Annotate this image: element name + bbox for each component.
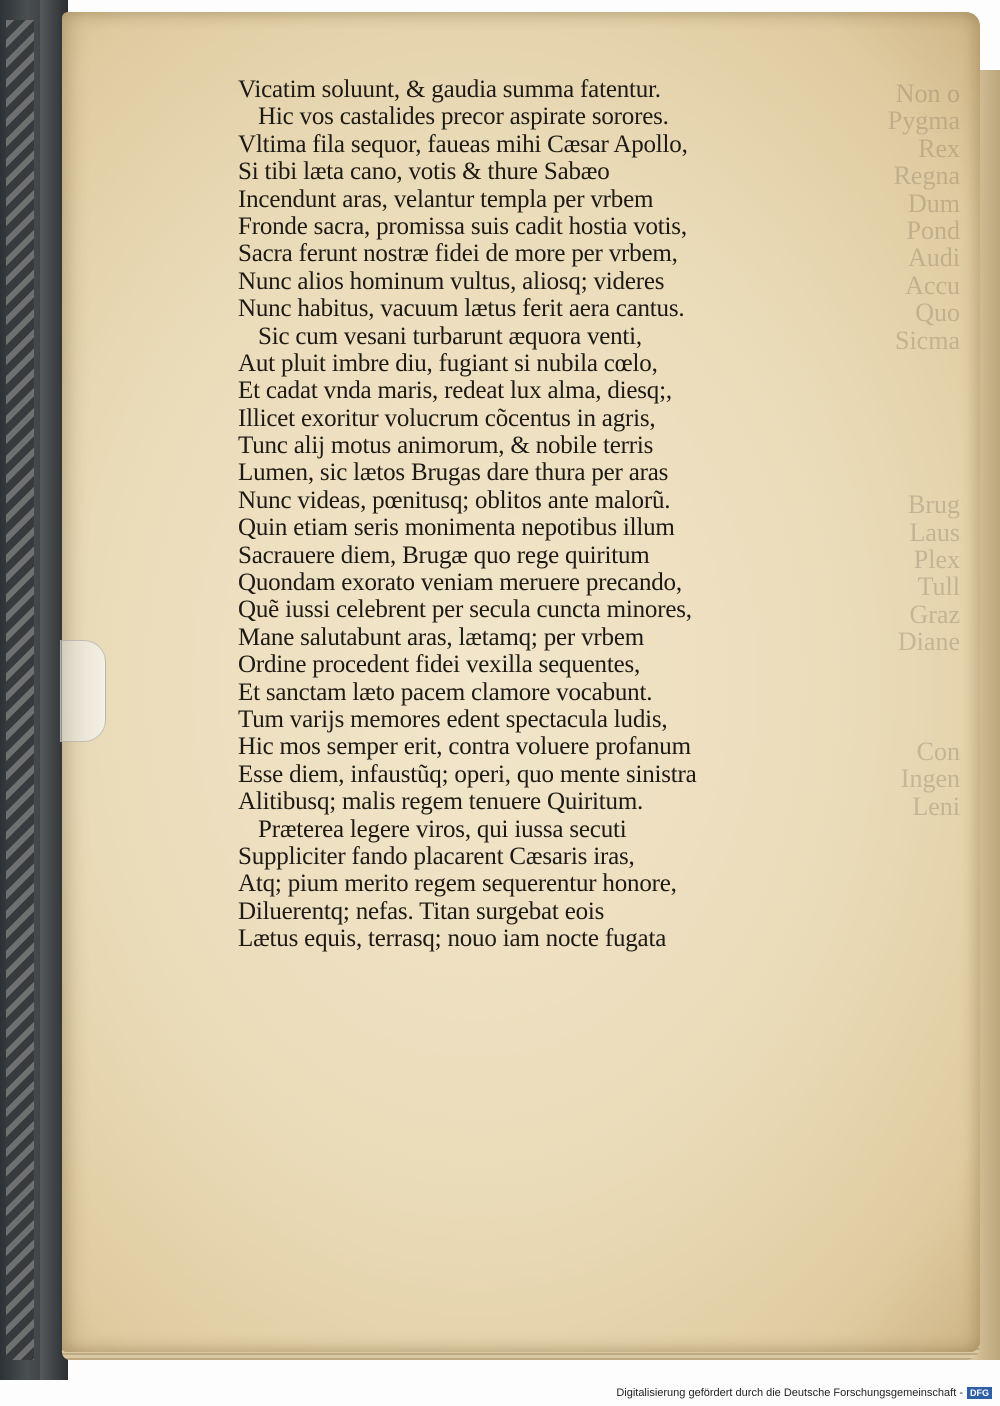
- ghost-line: Pygma: [887, 106, 960, 136]
- ghost-line: Leni: [912, 791, 960, 821]
- verse-line: Nunc habitus, vacuum lætus ferit aera cantus.: [238, 295, 685, 323]
- ghost-line: Con: [916, 736, 960, 766]
- verse-line: Ordine procedent fidei vexilla sequentes,: [238, 651, 641, 679]
- ghost-line: Laus: [909, 517, 960, 547]
- ghost-line: Audi: [908, 243, 960, 273]
- verse-text-block: [238, 76, 818, 953]
- verse-line: Lumen, sic lætos Brugas dare thura per aras: [238, 459, 669, 487]
- verse-line: Sacra ferunt nostræ fidei de more per vrbem,: [238, 240, 678, 268]
- verse-line: Hic vos castalides precor aspirate sorores.: [258, 103, 669, 131]
- verse-line: Hic mos semper erit, contra voluere profanum: [238, 733, 691, 761]
- verse-line: Nunc alios hominum vultus, aliosq; videres: [238, 267, 665, 295]
- ghost-line: Plex: [913, 544, 960, 574]
- verse-line: Quẽ iussi celebrent per secula cuncta minores,: [238, 596, 692, 624]
- verse-line: Fronde sacra, promissa suis cadit hostia votis,: [238, 212, 687, 240]
- book-cover: [0, 0, 68, 1380]
- verse-line: Atq; pium merito regem sequerentur honore,: [238, 870, 677, 898]
- verse-line: Tum varijs memores edent spectacula ludis,: [238, 705, 668, 733]
- verse-line: Sic cum vesani turbarunt æquora venti,: [258, 322, 642, 350]
- verse-line: Quin etiam seris monimenta nepotibus illum: [238, 514, 675, 542]
- ghost-line: Non o: [895, 80, 960, 108]
- verse-line: Præterea legere viros, qui iussa secuti: [258, 815, 627, 843]
- verse-line: Vltima fila sequor, faueas mihi Cæsar Apollo,: [238, 130, 688, 158]
- verse-line: Suppliciter fando placarent Cæsaris iras,: [238, 842, 635, 870]
- verse-line: Mane salutabunt aras, lætamq; per vrbem: [238, 623, 644, 651]
- verse-line: Nunc videas, pœnitusq; oblitos ante malorũ.: [238, 486, 671, 514]
- page-clip: [60, 640, 106, 742]
- verse-line: Sacrauere diem, Brugæ quo rege quiritum: [238, 541, 650, 569]
- ghost-line: Pond: [906, 216, 960, 246]
- ghost-line: Dum: [908, 188, 960, 218]
- verse-line: Lætus equis, terrasq; nouo iam nocte fugata: [238, 925, 667, 953]
- ghost-line: Rex: [918, 133, 960, 163]
- verse-line: Tunc alij motus animorum, & nobile terris: [238, 432, 654, 460]
- verse-line: Si tibi læta cano, votis & thure Sabæo: [238, 158, 610, 186]
- verse-line: Et cadat vnda maris, redeat lux alma, diesq;,: [238, 377, 672, 405]
- ghost-line: Regna: [893, 161, 960, 191]
- verse-line: Et sanctam læto pacem clamore vocabunt.: [238, 678, 653, 706]
- verse-line: Aut pluit imbre diu, fugiant si nubila cœlo,: [238, 349, 658, 377]
- dfg-logo: DFG: [967, 1387, 992, 1399]
- ghost-line: Graz: [909, 599, 960, 629]
- ghost-line: Quo: [915, 298, 960, 328]
- cover-binding-texture: [6, 20, 34, 1360]
- ghost-line: Ingen: [900, 764, 960, 794]
- credit-text: Digitalisierung gefördert durch die Deutsche Forschungsgemeinschaft -: [616, 1387, 963, 1399]
- verse-line: Esse diem, infaustũq; operi, quo mente sinistra: [238, 760, 697, 788]
- verse-line: Illicet exoritur volucrum cõcentus in agris,: [238, 404, 656, 432]
- verse-line: Alitibusq; malis regem tenuere Quiritum.: [238, 788, 644, 816]
- ghost-line: Brug: [908, 490, 960, 520]
- verse-line: Incendunt aras, velantur templa per vrbem: [238, 185, 654, 213]
- digitization-credit: [616, 1384, 992, 1402]
- verse-line: Diluerentq; nefas. Titan surgebat eois: [238, 897, 605, 925]
- verse-line: Vicatim soluunt, & gaudia summa fatentur.: [238, 76, 661, 103]
- ghost-line: Diane: [897, 627, 960, 657]
- verse-line: Quondam exorato veniam meruere precando,: [238, 569, 682, 597]
- ghost-line: Sicma: [895, 325, 960, 355]
- ghost-line: Accu: [905, 270, 960, 300]
- ghost-line: Tull: [917, 572, 960, 602]
